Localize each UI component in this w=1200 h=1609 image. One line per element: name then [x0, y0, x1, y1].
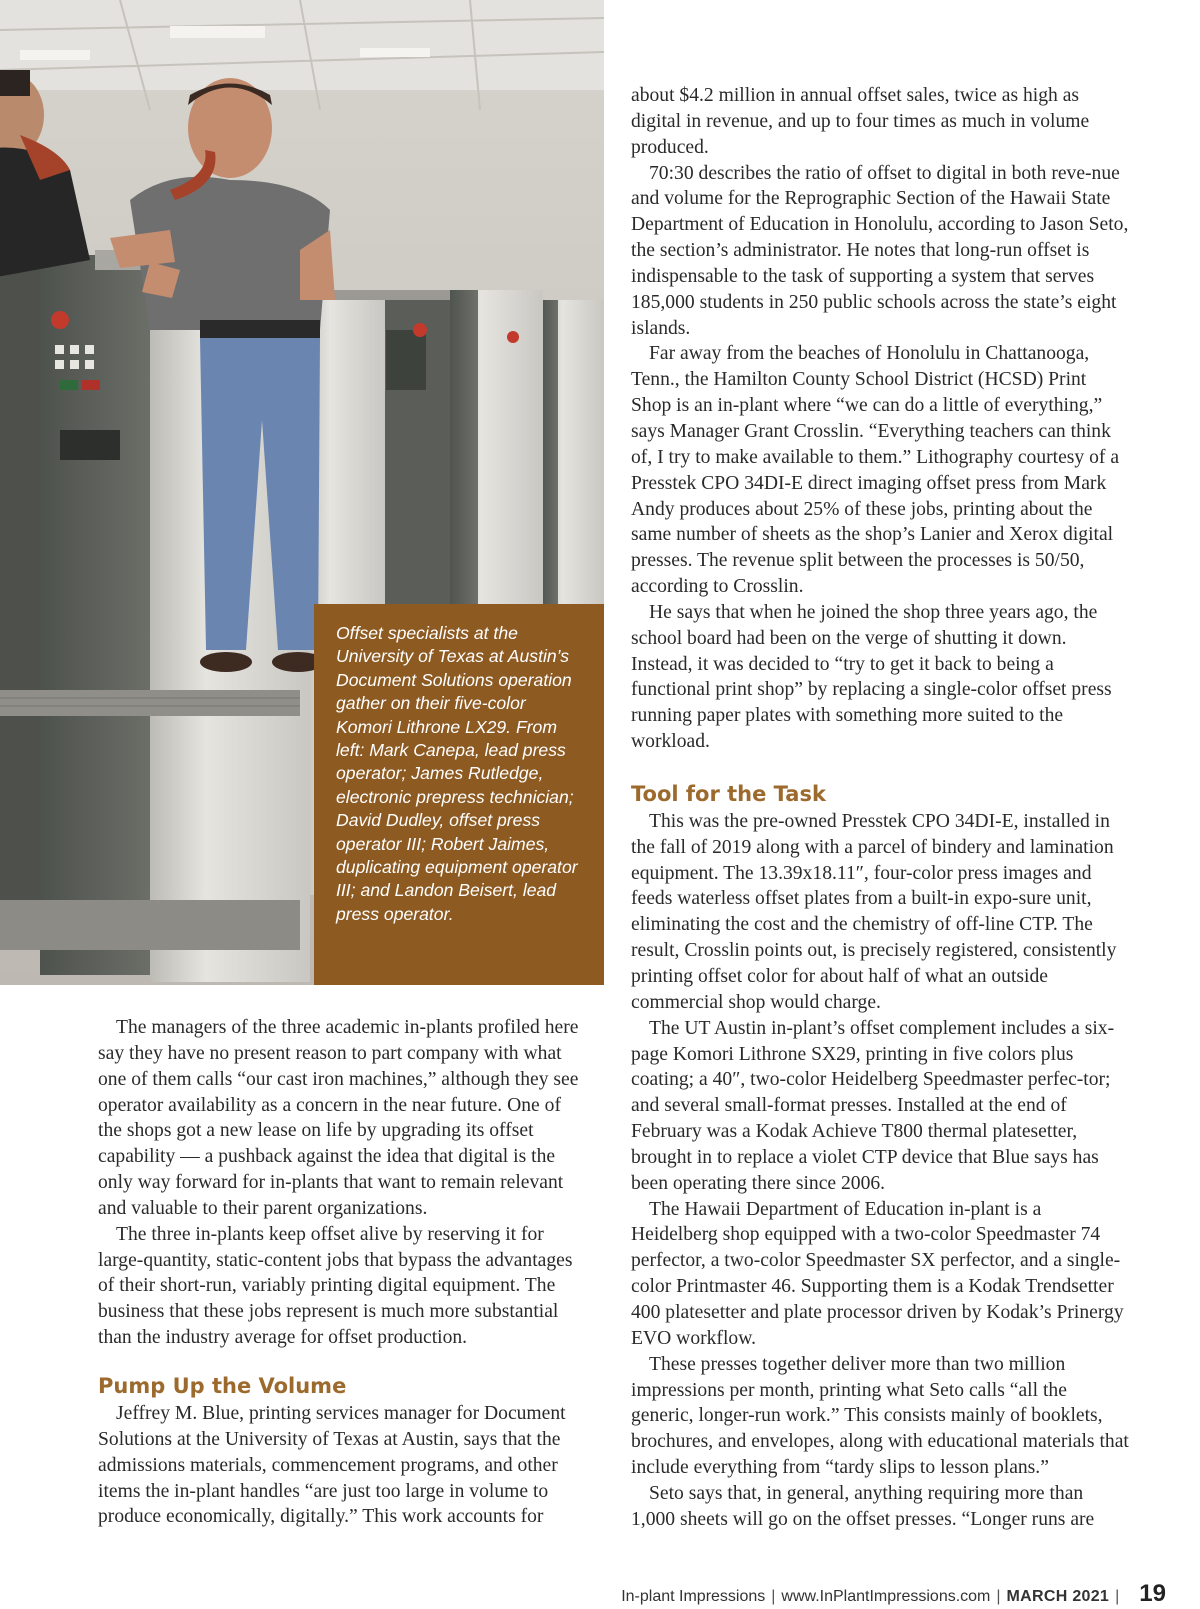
article-left-column [98, 1015, 586, 1530]
press-photo [0, 0, 604, 985]
publication-name: In-plant Impressions [621, 1588, 766, 1605]
paragraph: Jeffrey M. Blue, printing services manager for Document Solutions at the University of Texas at Austin, says that the admissions materials, commencement programs, and other items the in-plant handles “are just too large in volume to produce economically, digitally.” This work accounts for [98, 1402, 566, 1528]
paragraph: The Hawaii Department of Education in-plant is a Heidelberg shop equipped with a two-color Speedmaster 74 perfector, a two-color Speedmaster SX perfector, and a single-color Printmaster 46. Supporting them is a Kodak Trendsetter 400 platesetter and plate processor driven by Kodak’s Prinergy EVO workflow. [631, 1198, 1124, 1349]
paragraph: The three in-plants keep offset alive by reserving it for large-quantity, static-content jobs that bypass the advantages of their short-run, variably printing digital equipment. The business that these jobs represent is much more substantial than the industry average for offset production. [98, 1223, 573, 1349]
paragraph: This was the pre-owned Presstek CPO 34DI-E, installed in the fall of 2019 along with a parcel of bindery and lamination equipment. The 13.39x18.11″, four-color press images and feeds waterless offset plates from a built-in expo-sure unit, eliminating the cost and the chemistry of off-line CTP. The result, Crosslin points out, is precisely registered, consistently printing offset color for about half of what an outside commercial shop would charge. [631, 810, 1117, 1013]
paragraph: He says that when he joined the shop three years ago, the school board had been on the verge of shutting it down. Instead, it was decided to “try to get it back to being a functional print shop” by replacing a single-color offset press running paper plates with something more suited to the workload. [631, 601, 1112, 753]
paragraph: Seto says that, in general, anything requiring more than 1,000 sheets will go on the offset presses. “Longer runs are [631, 1482, 1095, 1530]
paragraph: These presses together deliver more than two million impressions per month, printing what Seto calls “all the generic, longer-run work.” This consists mainly of booklets, brochures, and envelopes, along with educational materials that include everything from “tardy slips to lesson plans.” [631, 1353, 1129, 1479]
paragraph: Far away from the beaches of Honolulu in Chattanooga, Tenn., the Hamilton County School District (HCSD) Print Shop is an in-plant where “we can do a little of everything,” says Manager Grant Crosslin. “Everything teachers can think of, I try to make available to them.” Lithography courtesy of a Presstek CPO 34DI-E direct imaging offset press from Mark Andy produces about 25% of these jobs, printing about the same number of sheets as the shop’s Lanier and Xerox digital presses. The revenue split between the processes is 50/50, according to Crosslin. [631, 343, 1120, 598]
footer-separator: | [771, 1588, 776, 1605]
paragraph: The managers of the three academic in-plants profiled here say they have no present reason to part company with what one of them calls “our cast iron machines,” although they see operator availability as a concern in the near future. One of the shops got a new lease on life by upgrading its offset capability — a pushback against the idea that digital is the only way forward for in-plants that want to remain relevant and valuable to their parent organizations. [98, 1017, 579, 1219]
paragraph: The UT Austin in-plant’s offset complement includes a six-page Komori Lithrone SX29, printing in five colors plus coating; a 40″, two-color Heidelberg Speedmaster perfec-tor; and several small-format presses. Installed at the end of February was a Kodak Achieve T800 thermal platesetter, brought in to replace a violet CTP device that Blue says has been operating there since 2006. [631, 1017, 1115, 1194]
publication-url[interactable]: www.InPlantImpressions.com [781, 1588, 991, 1605]
page-number: 19 [1139, 1580, 1166, 1607]
section-heading-pump-up-the-volume: Pump Up the Volume [98, 1373, 347, 1398]
footer-separator: | [996, 1588, 1001, 1605]
paragraph: about $4.2 million in annual offset sales, twice as high as digital in revenue, and up to four times as much in volume produced. [631, 85, 1090, 158]
issue-date: MARCH 2021 [1006, 1588, 1110, 1605]
footer-separator: | [1115, 1588, 1120, 1605]
page-footer [621, 1580, 1166, 1608]
photo-caption: Offset specialists at the University of Texas at Austin’s Document Solutions operation gather on their five-color Komori Lithrone LX29. From left: Mark Canepa, lead press operator; James Rutledge, electronic prepress technician; David Dudley, offset press operator III; Robert Jaimes, duplicating equipment operator III; and Landon Beisert, lead press operator. [314, 604, 604, 985]
section-heading-tool-for-the-task: Tool for the Task [631, 781, 826, 806]
paragraph: 70:30 describes the ratio of offset to digital in both reve-nue and volume for the Reprographic Section of the Hawaii State Department of Education in Honolulu, according to Jason Seto, the section’s administrator. He notes that long-run offset is indispensable to the task of supporting a system that serves 185,000 students in 250 public schools across the state’s eight islands. [631, 162, 1129, 339]
article-right-column [631, 83, 1131, 1533]
